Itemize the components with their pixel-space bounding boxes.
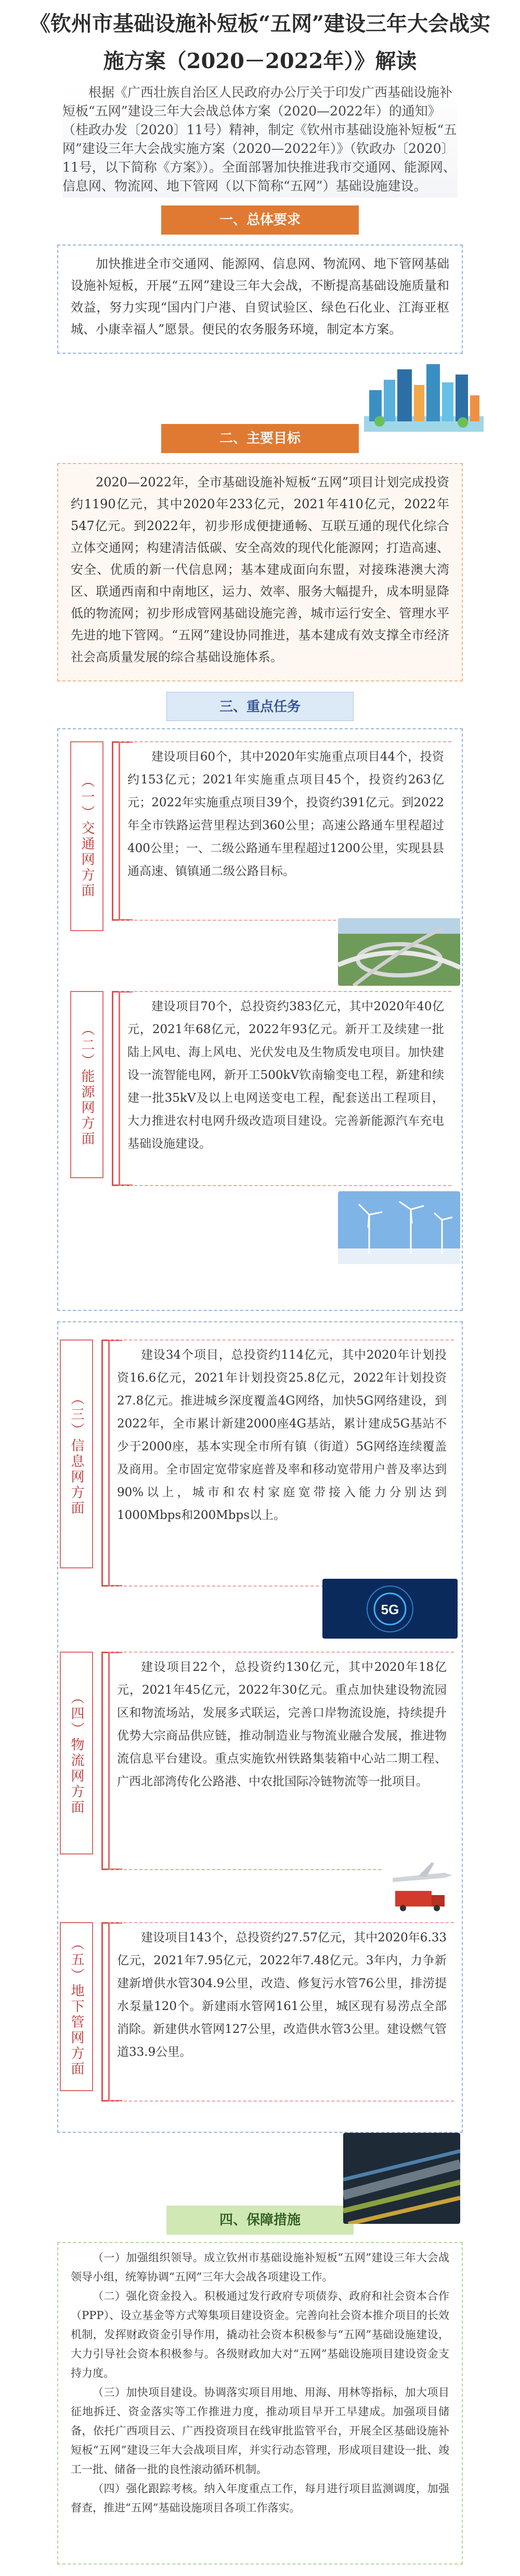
section-box-goals xyxy=(57,463,463,681)
intro-paragraph: 根据《广西壮族自治区人民政府办公厅关于印发广西基础设施补短板“五网”建设三年大会战总体方案（2020—2022年）的通知》（桂政办发〔2020〕11号）精神，制定《钦州市基础设施补短板“五网”建设三年大会战实施方案（2020—2022年）》（钦政办〔2020〕11号，以下简称《方案》）。全面部署加快推进我市交通网、能源网、信息网、物流网、地下管网（以下简称“五网”）基础设施建设。 xyxy=(62,83,458,198)
article-title: 《钦州市基础设施补短板“五网”建设三年大会战实施方案（2020－2022年）》解读 xyxy=(29,11,490,73)
section-heading-goals: 二、主要目标 xyxy=(161,424,359,453)
safeguard-para-4: （四）强化跟踪考核。纳入年度重点工作，每月进行项目监测调度，加强督查，推进“五网”基础设施项目各项工作落实。 xyxy=(71,2482,449,2514)
task-label-pipes: （五）地下管网方面 xyxy=(60,1922,93,2091)
main-goals-text: 2020—2022年，全市基础设施补短板“五网”项目计划完成投资约1190亿元，其中2020年233亿元，2021年410亿元，2022年547亿元。到2022年，初步形成便捷通畅、互联互通的现代化综合立体交通网；构建清洁低碳、安全高效的现代化能源网；打造高速、安全、优质的新一代信息网；基本建成面向东盟，对接珠港澳大湾区、联通西南和中南地区，运力、效率、服务大幅提升，成本明显降低的物流网；初步形成管网基础设施完善，城市运行安全、管理水平先进的地下管网。“五网”建设协同推进，基本建成有效支撑全市经济社会高质量发展的综合基础设施体系。 xyxy=(71,475,449,664)
section-box-safeguards xyxy=(57,2242,463,2565)
task-text-info: 建设34个项目，总投资约114亿元，其中2020年计划投资16.6亿元，2021年计划投资25.8亿元，2022年计划投资27.8亿元。推进城乡深度覆盖4G网络，加快5G网络建设，到2022年，全市累计新建2000座4G基站，累计建成5G基站不少于2000座，基本实现全市所有镇（街道）5G网络连续覆盖及商用。全市固定宽带家庭普及率和移动宽带用户普及率达到90%以上，城市和农村家庭宽带接入能力分别达到1000Mbps和200Mbps以上。 xyxy=(108,1339,454,1587)
safeguard-para-1: （一）加强组织领导。成立钦州市基础设施补短板“五网”建设三年大会战领导小组，统筹协调“五网”三年大会战各项建设工作。 xyxy=(71,2251,449,2283)
section-heading-safeguards: 四、保障措施 xyxy=(166,2206,354,2235)
wind-turbines-photo xyxy=(338,1191,460,1264)
underground-pipes-rendering xyxy=(343,2133,460,2224)
city-skyline-illustration xyxy=(364,359,484,432)
task-label-info: （三）信息网方面 xyxy=(60,1339,93,1568)
safeguard-para-2: （二）强化资金投入。积极通过发行政府专项债券、政府和社会资本合作（PPP）、设立基金等方式筹集项目建设资金。完善向社会资本推介项目的长效机制，发挥财政资金引导作用，撬动社会资本积极参与“五网”基础设施建设，大力引导社会资本积极参与。各级财政加大对“五网”基础设施项目建设资金支持力度。 xyxy=(71,2290,449,2379)
task-text-logistics: 建设项目22个，总投资约130亿元，其中2020年18亿元，2021年45亿元，2022年30亿元。重点加快建设物流园区和物流场站，发展多式联运，完善口岸物流设施，持续提升优势大宗商品供应链，推动制造业与物流业融合发展，推进物流信息平台建设。重点实施钦州铁路集装箱中心站二期工程、广西北部湾传化公路港、中农批国际冷链物流等一批项目。 xyxy=(108,1652,454,1870)
task-label-energy: （二）能源网方面 xyxy=(70,991,103,1178)
highway-interchange-photo xyxy=(338,918,460,986)
section-heading-general: 一、总体要求 xyxy=(161,205,359,235)
section-box-general xyxy=(57,244,463,354)
task-text-traffic: 建设项目60个，其中2020年实施重点项目44个，投资约153亿元；2021年实施重点项目45个，投资约263亿元；2022年实施重点项目39个，投资约391亿元。到2022年全市铁路运营里程达到360公里；高速公路通车里程超过400公里；一、二级公路通车里程超过1200公里，实现县县通高速、镇镇通二级公路目标。 xyxy=(119,741,451,921)
5g-network-photo xyxy=(322,1579,458,1639)
cargo-plane-truck-photo xyxy=(382,1857,460,1914)
task-text-energy: 建设项目70个，总投资约383亿元，其中2020年40亿元，2021年68亿元，2022年93亿元。新开工及续建一批陆上风电、海上风电、光伏发电及生物质发电项目。加快建设一流智能电网，新开工500kV钦南输变电工程，新建和续建一批35kV及以上电网送变电工程，配套送出工程项目，大力推进农村电网升级改造项目建设。完善新能源汽车充电基础设施建设。 xyxy=(119,991,451,1186)
task-label-logistics: （四）物流网方面 xyxy=(60,1652,93,1854)
safeguard-para-3: （三）加快项目建设。协调落实项目用地、用海、用林等指标，加大项目征地拆迁、资金落实等工作推进力度，推动项目早开工早建成。加强项目储备，依托广西项目云、广西投资项目在线审批监管平台，开展全区基础设施补短板“五网”建设三年大会战项目库，并实行动态管理，形成项目建设一批、竣工一批、储备一批的良性滚动循环机制。 xyxy=(71,2386,449,2476)
svg-text:5G: 5G xyxy=(381,1602,399,1617)
section-heading-tasks: 三、重点任务 xyxy=(166,692,354,721)
general-requirements-text: 加快推进全市交通网、能源网、信息网、物流网、地下管网基础设施补短板，开展“五网”建设三年大会战，不断提高基础设施质量和效益，努力实现“国内门户港、自贸试验区、绿色石化业、江海亚枢城、小康幸福人”愿景。便民的农务服务环境，制定本方案。 xyxy=(71,256,449,337)
task-label-traffic: （一）交通网方面 xyxy=(70,741,103,931)
task-text-pipes: 建设项目143个，总投资约27.57亿元，其中2020年6.33亿元，2021年7.95亿元，2022年7.48亿元。3年内，力争新建新增供水管304.9公里，改造、修复污水管76公里，排涝提水泵量120个。新建雨水管网161公里，城区现有易涝点全部消除。新建供水管网127公里，改造供水管3公里。建设燃气管道33.9公里。 xyxy=(108,1922,454,2102)
